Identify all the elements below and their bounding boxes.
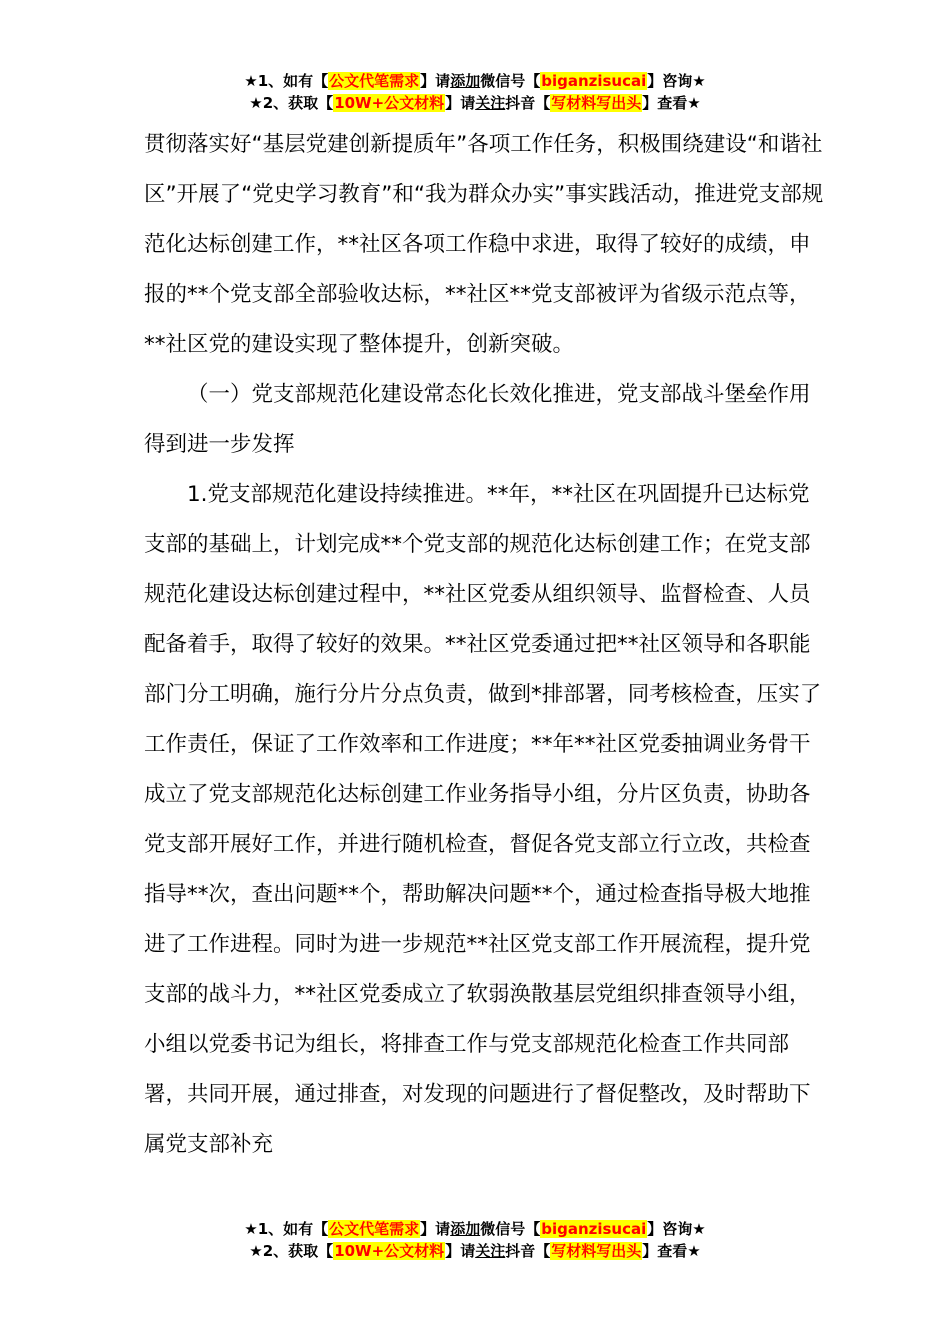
highlight-materials: 10W+公文材料 [334, 1242, 445, 1260]
highlight-service: 公文代笔需求 [329, 1220, 420, 1238]
section-heading: （一）党支部规范化建设常态化长效化推进，党支部战斗堡垒作用得到进一步发挥 [144, 382, 811, 457]
underline-follow: 关注 [475, 94, 506, 112]
banner-line-1: ★1、如有【公文代笔需求】请添加微信号【biganzisucai】咨询★ [244, 72, 706, 90]
highlight-wechat-id: biganzisucai [541, 72, 647, 90]
highlight-service: 公文代笔需求 [329, 72, 420, 90]
highlight-materials: 10W+公文材料 [334, 94, 445, 112]
banner-line-1: ★1、如有【公文代笔需求】请添加微信号【biganzisucai】咨询★ [244, 1220, 706, 1238]
highlight-wechat-id: biganzisucai [541, 1220, 647, 1238]
paragraph-intro: 贯彻落实好“基层党建创新提质年”各项工作任务，积极围绕建设“和谐社区”开展了“党史学习教育”和“我为群众办实”事实践活动，推进党支部规范化达标创建工作，**社区各项工作稳中求进，取得了较好的成绩，申报的**个党支部全部验收达标，**社区**党支部被评为省级示范点等，**社区党的建设实现了整体提升，创新突破。 [144, 132, 824, 357]
underline-follow: 关注 [475, 1242, 506, 1260]
highlight-douyin: 写材料写出头 [551, 94, 642, 112]
footer-banner [0, 1218, 950, 1262]
underline-add: 添加 [450, 1220, 481, 1238]
paragraph-item-1: 1.党支部规范化建设持续推进。**年，**社区在巩固提升已达标党支部的基础上，计划完成**个党支部的规范化达标创建工作；在党支部规范化建设达标创建过程中，**社区党委从组织领导、监督检查、人员配备着手，取得了较好的效果。**社区党委通过把**社区领导和各职能部门分工明确，施行分片分点负责，做到*排部署，同考核检查，压实了工作责任，保证了工作效率和工作进度；**年**社区党委抽调业务骨干成立了党支部规范化达标创建工作业务指导小组，分片区负责，协助各党支部开展好工作，并进行随机检查，督促各党支部立行立改，共检查指导**次，查出问题**个，帮助解决问题**个，通过检查指导极大地推进了工作进程。同时为进一步规范**社区党支部工作开展流程，提升党支部的战斗力，**社区党委成立了软弱涣散基层党组织排查领导小组，小组以党委书记为组长，将排查工作与党支部规范化检查工作共同部署，共同开展，通过排查，对发现的问题进行了督促整改，及时帮助下属党支部补充 [144, 482, 822, 1157]
document-body [144, 120, 824, 1170]
underline-add: 添加 [450, 72, 481, 90]
highlight-douyin: 写材料写出头 [551, 1242, 642, 1260]
banner-line-2: ★2、获取【10W+公文材料】请关注抖音【写材料写出头】查看★ [249, 94, 701, 112]
header-banner [0, 70, 950, 114]
banner-line-2: ★2、获取【10W+公文材料】请关注抖音【写材料写出头】查看★ [249, 1242, 701, 1260]
